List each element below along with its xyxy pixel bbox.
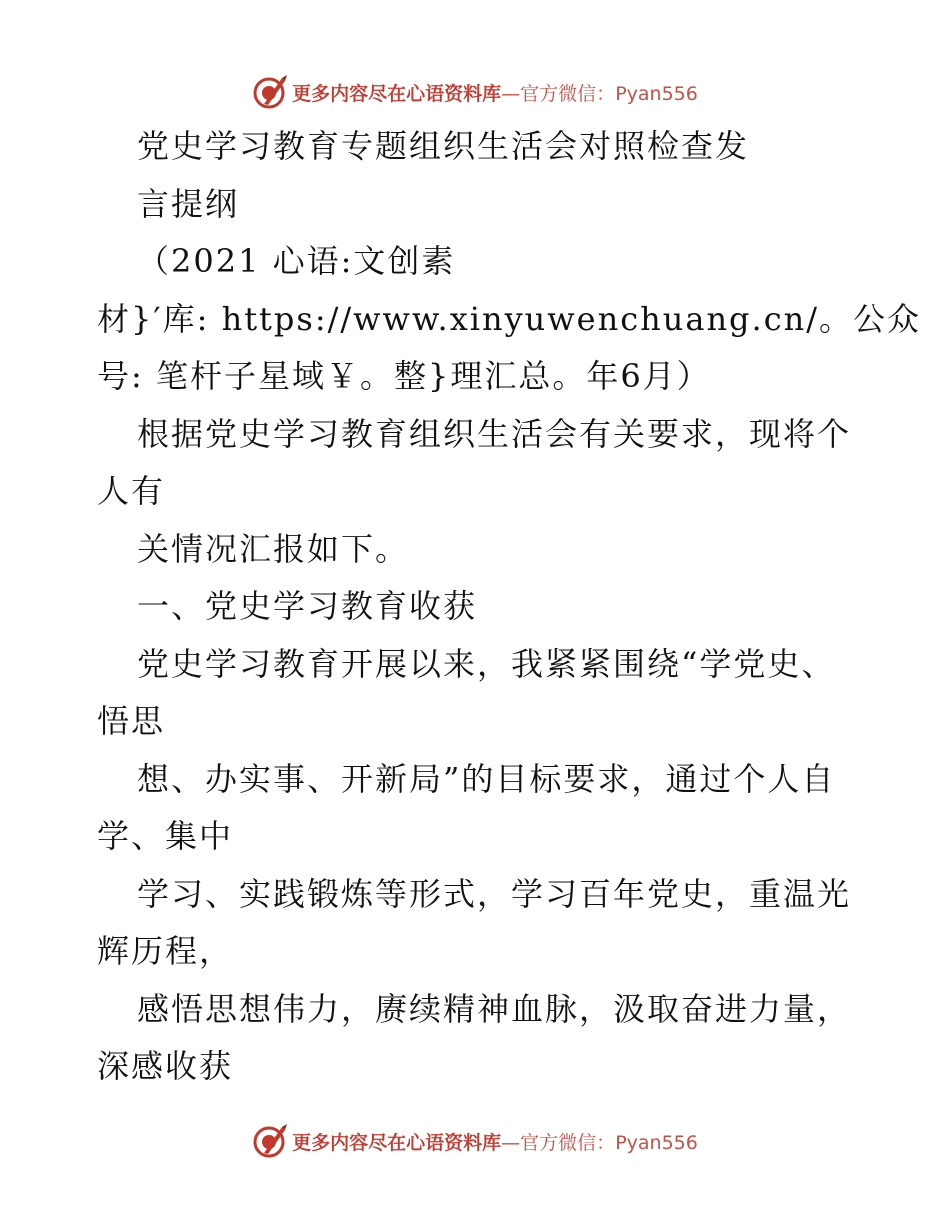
document-body <box>97 118 922 1096</box>
text-line: 学习、实践锻炼等形式，学习百年党史，重温光 <box>137 874 852 913</box>
text-line: 一、党史学习教育收获 <box>137 587 478 625</box>
text-line: 悟思 <box>97 702 166 740</box>
text-line: 关情况汇报如下。 <box>137 529 410 568</box>
quill-logo-icon <box>252 1123 288 1159</box>
text-line: 学、集中 <box>97 817 234 855</box>
text-line: 根据党史学习教育组织生活会有关要求，现将个 <box>137 414 852 453</box>
text-line: 人有 <box>97 472 166 510</box>
text-line: 材}′库: https://www.xinyuwenchuang.cn/。公众 <box>97 299 922 338</box>
text-line: 感悟思想伟力，赓续精神血脉，汲取奋进力量， <box>137 989 852 1028</box>
watermark-text: 更多内容尽在心语资料库—官方微信：Pyan556 <box>292 1131 698 1154</box>
text-line: 党史学习教育专题组织生活会对照检查发 <box>137 127 750 165</box>
footer-watermark <box>0 1121 950 1161</box>
header-watermark <box>0 72 950 112</box>
text-line: 辉历程， <box>97 932 234 970</box>
text-line: 想、办实事、开新局”的目标要求，通过个人自 <box>137 759 836 798</box>
text-line: 深感收获 <box>97 1047 234 1085</box>
text-line: 党史学习教育开展以来，我紧紧围绕“学党史、 <box>137 644 836 683</box>
text-line: 言提纲 <box>137 184 240 223</box>
text-line: 号: 笔杆子星域￥。整}理汇总。年6月） <box>97 357 711 395</box>
quill-logo-icon <box>252 74 288 110</box>
text-line: （2021 心语:文创素 <box>137 242 456 280</box>
watermark-text: 更多内容尽在心语资料库—官方微信：Pyan556 <box>292 82 698 105</box>
